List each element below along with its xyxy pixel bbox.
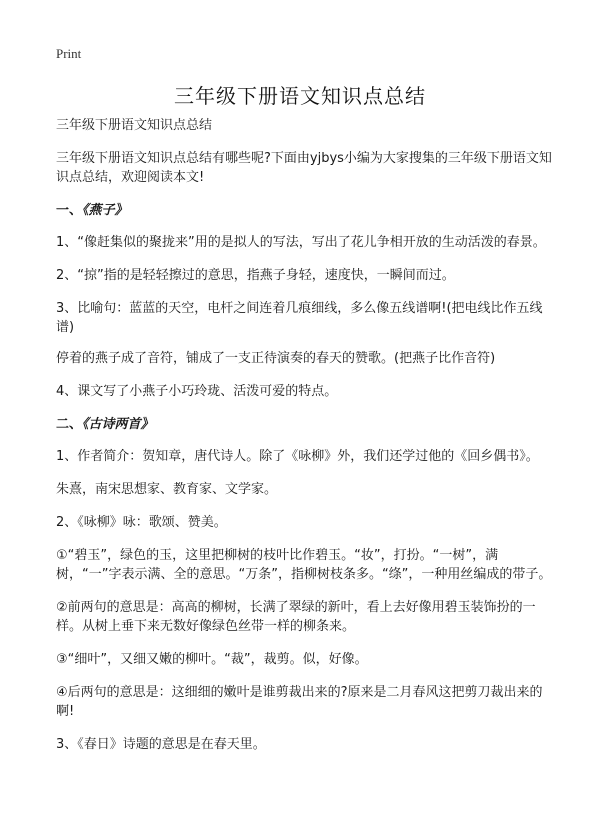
intro-paragraph: 三年级下册语文知识点总结有哪些呢?下面由yjbys小编为大家搜集的三年级下册语文知识点总结，欢迎阅读本文!	[56, 151, 552, 185]
section-book-title: 《燕子》	[82, 203, 128, 218]
paragraph: ④后两句的意思是：这细细的嫩叶是谁剪裁出来的?原来是二月春风这把剪刀裁出来的啊!	[56, 685, 543, 719]
paragraph: 停着的燕子成了音符，铺成了一支正待演奏的春天的赞歌。(把燕子比作音符)	[56, 351, 496, 366]
paragraph: 1、“像赶集似的聚拢来”用的是拟人的写法，写出了花儿争相开放的生动活泼的春景。	[56, 235, 546, 250]
section-book-title: 《古诗两首》	[82, 417, 154, 432]
paragraph: 4、课文写了小燕子小巧玲珑、活泼可爱的特点。	[56, 384, 338, 399]
section-number: 二、	[56, 417, 83, 432]
article-body	[56, 116, 552, 768]
subtitle-paragraph: 三年级下册语文知识点总结	[56, 118, 213, 133]
paragraph: ②前两句的意思是：高高的柳树，长满了翠绿的新叶，看上去好像用碧玉装饰扮的一样。从树上垂下来无数好像绿色丝带一样的柳条来。	[56, 600, 536, 634]
paragraph: ③“细叶”，又细又嫩的柳叶。“裁”，裁剪。似，好像。	[56, 652, 368, 667]
page-title: 三年级下册语文知识点总结	[174, 84, 426, 108]
paragraph: 2、“掠”指的是轻轻擦过的意思，指燕子身轻，速度快，一瞬间而过。	[56, 268, 455, 283]
paragraph: 1、作者简介：贺知章，唐代诗人。除了《咏柳》外，我们还学过他的《回乡偶书》。	[56, 449, 539, 464]
paragraph: ①“碧玉”，绿色的玉，这里把柳树的枝叶比作碧玉。“妆”，打扮。“一树”，满树，“一”字表示满、全的意思。“万条”，指柳树枝条多。“绦”，一种用丝编成的带子。	[56, 548, 552, 582]
paragraph: 3、《春日》诗题的意思是在春天里。	[56, 737, 266, 752]
section-heading-swallow	[56, 201, 552, 220]
print-label: Print	[56, 46, 82, 61]
section-heading-poems	[56, 415, 552, 434]
paragraph: 3、比喻句：蓝蓝的天空，电杆之间连着几痕细线，多么像五线谱啊!(把电线比作五线谱)	[56, 301, 543, 335]
paragraph: 朱熹，南宋思想家、教育家、文学家。	[56, 482, 278, 497]
section-number: 一、	[56, 203, 83, 218]
paragraph: 2、《咏柳》咏：歌颂、赞美。	[56, 515, 227, 530]
